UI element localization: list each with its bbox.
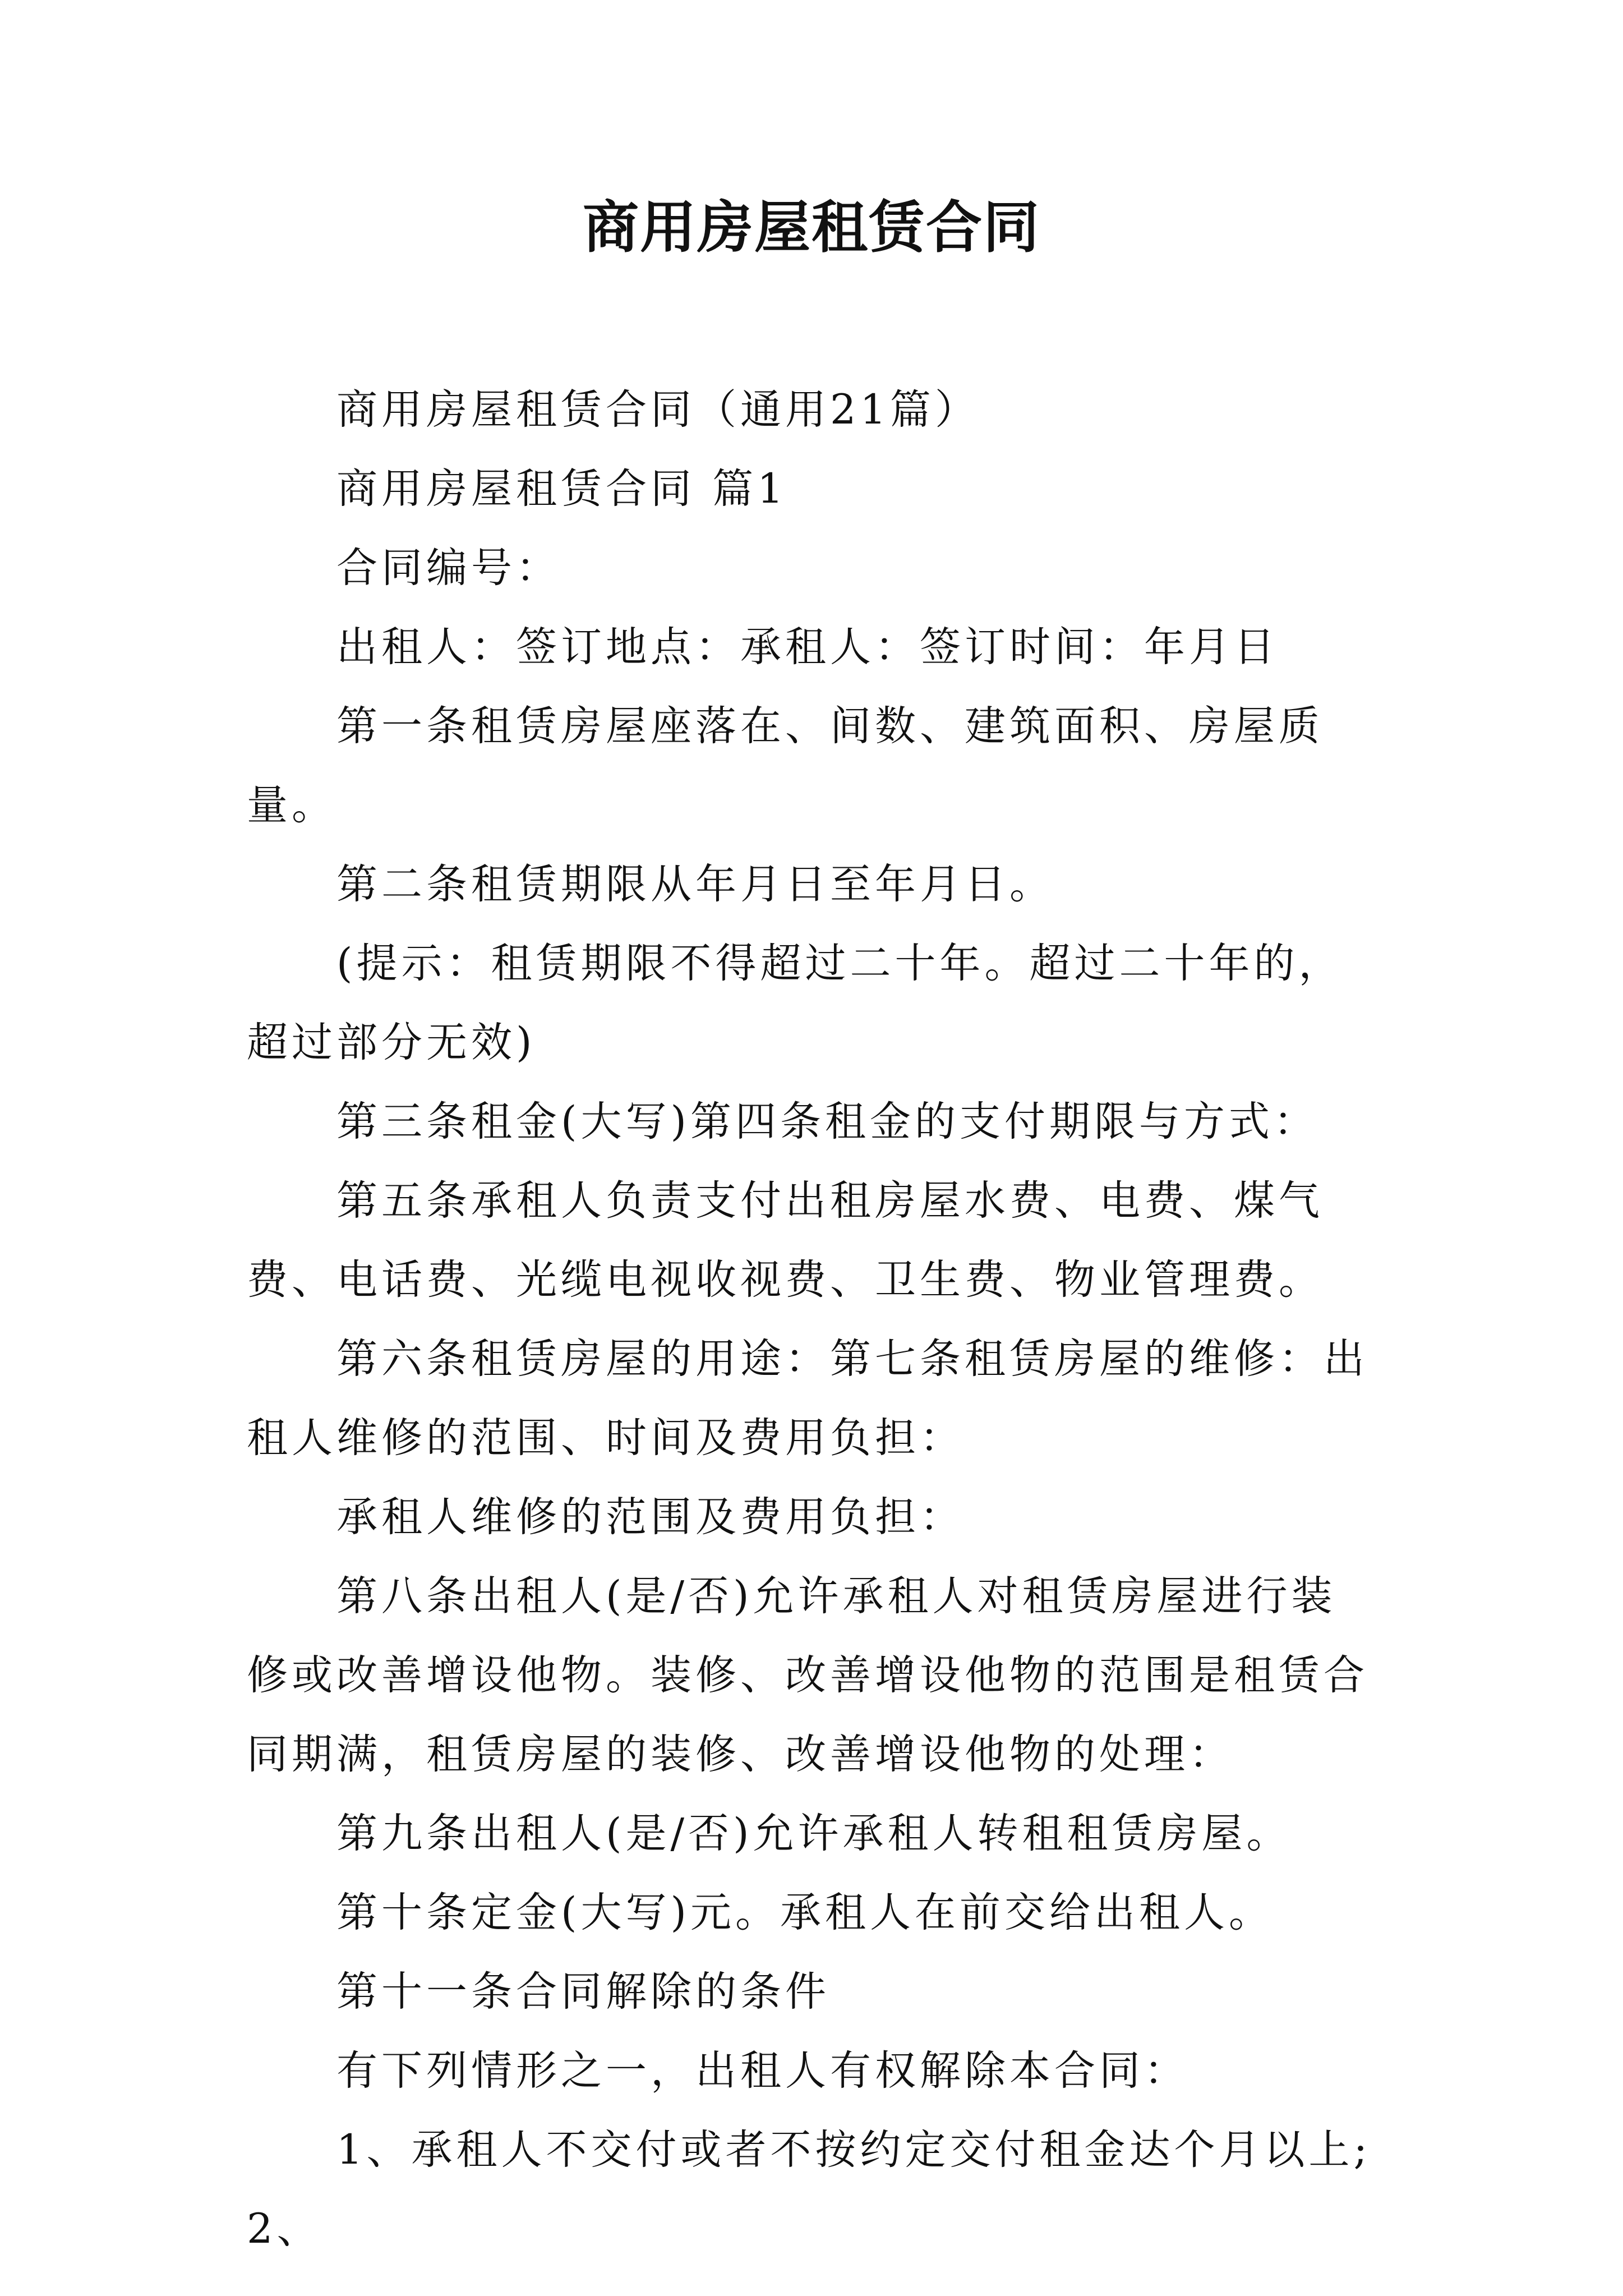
paragraph-article-6-7: 第六条租赁房屋的用途：第七条租赁房屋的维修：出租人维修的范围、时间及费用负担： [247, 1335, 1368, 1462]
paragraph-article-10: 第十条定金(大写)元。承租人在前交给出租人。 [336, 1889, 1274, 1936]
document-title: 商用房屋租赁合同 [583, 194, 1040, 260]
document-body [247, 370, 1380, 2269]
paragraph-tenant-repair: 承租人维修的范围及费用负担： [336, 1493, 965, 1541]
paragraph-article-3-4: 第三条租金(大写)第四条租金的支付期限与方式： [336, 1098, 1318, 1145]
paragraph-termination-intro: 有下列情形之一，出租人有权解除本合同： [336, 2047, 1189, 2095]
paragraph-chapter-heading: 商用房屋租赁合同 篇1 [336, 465, 787, 513]
paragraph-series-title: 商用房屋租赁合同（通用21篇） [336, 386, 980, 434]
paragraph-article-8: 第八条出租人(是/否)允许承租人对租赁房屋进行装修或改善增设他物。装修、改善增设他物的范围是租赁合同期满，租赁房屋的装修、改善增设他物的处理： [247, 1572, 1368, 1778]
paragraph-parties: 出租人：签订地点：承租人：签订时间：年月日 [336, 623, 1279, 671]
paragraph-article-5: 第五条承租人负责支付出租房屋水费、电费、煤气费、电话费、光缆电视收视费、卫生费、物业管理费。 [247, 1177, 1324, 1304]
paragraph-contract-number: 合同编号： [336, 544, 561, 592]
paragraph-article-1: 第一条租赁房屋座落在、间数、建筑面积、房屋质量。 [247, 702, 1324, 829]
paragraph-note: (提示：租赁期限不得超过二十年。超过二十年的，超过部分无效) [247, 940, 1344, 1066]
paragraph-termination-item-1: 1、承租人不交付或者不按约定交付租金达个月以上;2、 [247, 2126, 1372, 2253]
paragraph-article-9: 第九条出租人(是/否)允许承租人转租租赁房屋。 [336, 1810, 1292, 1857]
paragraph-article-2: 第二条租赁期限从年月日至年月日。 [336, 861, 1054, 908]
paragraph-article-11: 第十一条合同解除的条件 [336, 1968, 830, 2016]
